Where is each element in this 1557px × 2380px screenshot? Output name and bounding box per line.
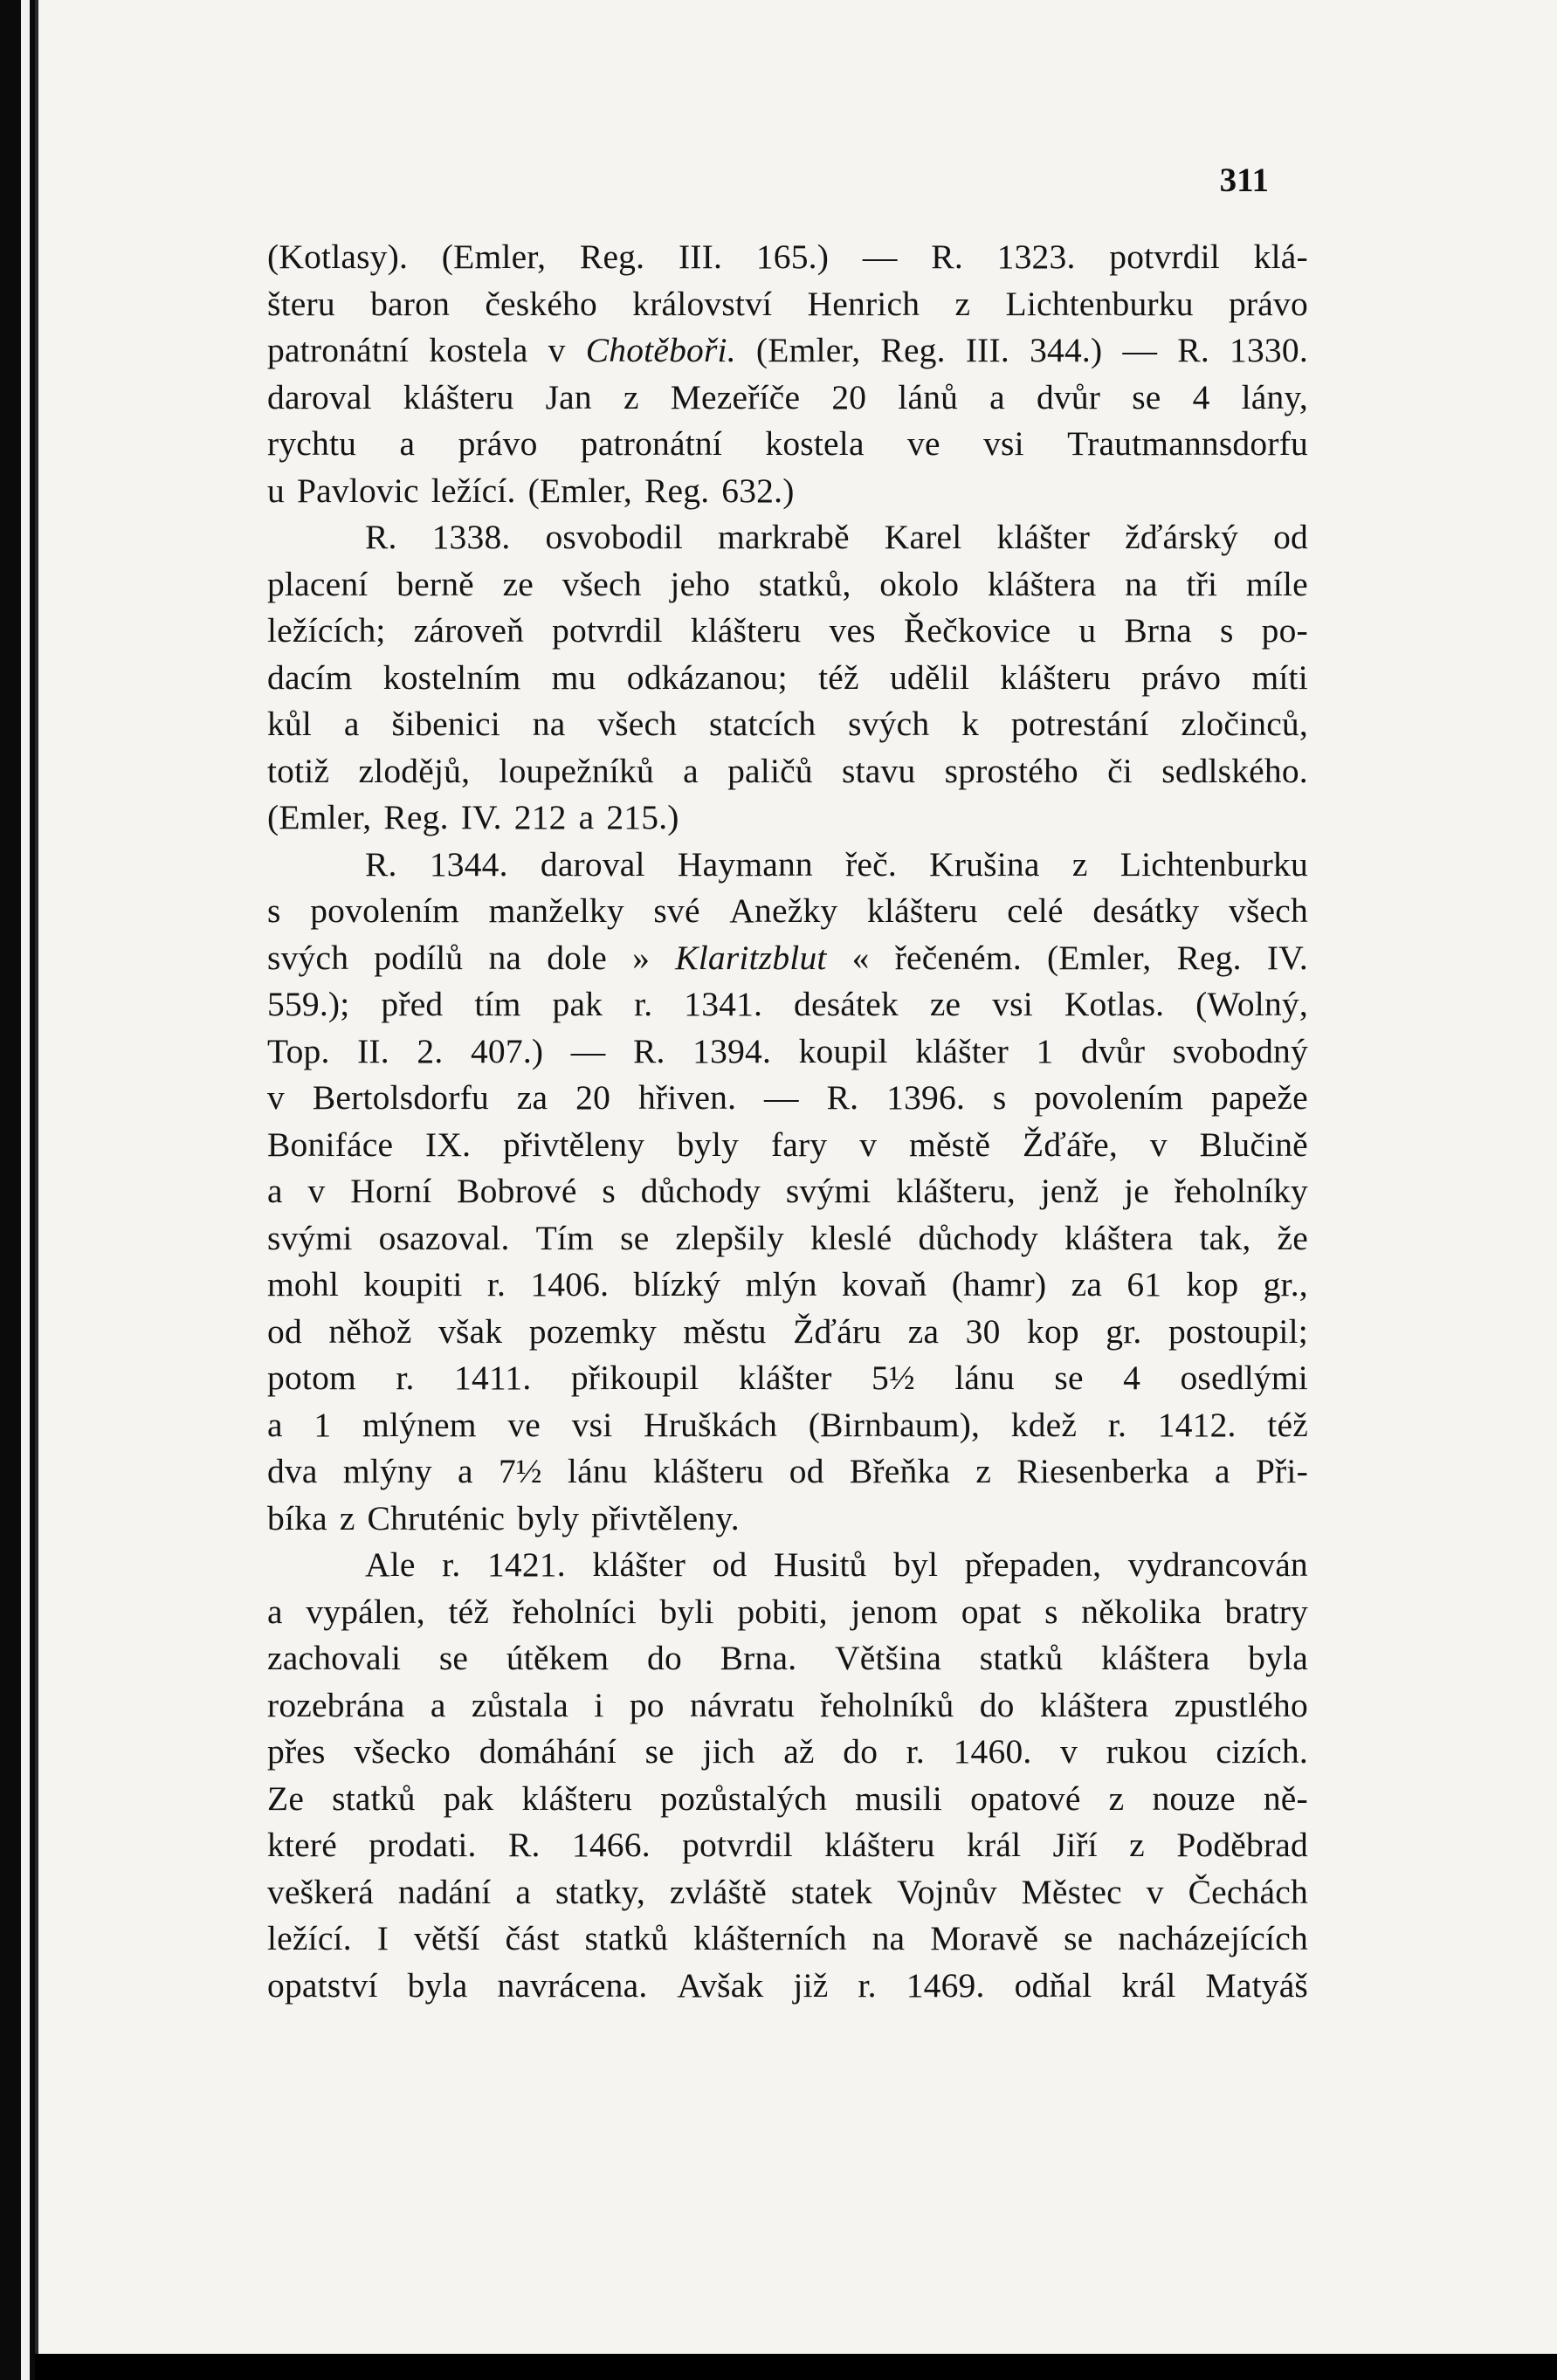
text-line: od něhož však pozemky městu Žďáru za 30 kop gr. postoupil; — [267, 1311, 1308, 1351]
text-line: které prodati. R. 1466. potvrdil klášteru král Jiří z Poděbrad — [267, 1826, 1308, 1864]
text-line: veškerá nadání a statky, zvláště statek Vojnův Městec v Čechách — [267, 1872, 1308, 1911]
text-line: R. 1338. osvobodil markrabě Karel klášter žďárský od — [365, 518, 1308, 556]
text-line: přes všecko domáhání se jich až do r. 1460. v rukou cizích. — [267, 1732, 1308, 1771]
text-line: daroval klášteru Jan z Mezeříče 20 lánů a dvůr se 4 lány, — [267, 377, 1308, 416]
text-line: bíka z Chruténic byly přivtěleny. — [267, 1498, 740, 1537]
text-line: zachovali se útěkem do Brna. Většina statků kláštera byla — [267, 1639, 1308, 1677]
text-line: Top. II. 2. 407.) — R. 1394. koupil klášter 1 dvůr svobodný — [267, 1031, 1308, 1070]
text-line: totiž zlodějů, loupežníků a paličů stavu sprostého či sedlského. — [267, 751, 1308, 790]
text-line: rychtu a právo patronátní kostela ve vsi Trautmannsdorfu — [267, 424, 1308, 463]
text-line: Ze statků pak klášteru pozůstalých musili opatové z nouze ně- — [267, 1778, 1308, 1818]
text-line: opatství byla navrácena. Avšak již r. 1469. odňal král Matyáš — [267, 1965, 1308, 2005]
scan-bottom-edge — [35, 2354, 1557, 2380]
page-number: 311 — [1219, 162, 1269, 199]
text-line: s povolením manželky své Anežky klášteru celé desátky všech — [267, 891, 1308, 930]
text-line: placení berně ze všech jeho statků, okolo kláštera na tři míle — [267, 564, 1308, 603]
text-line: (Kotlasy). (Emler, Reg. III. 165.) — R. 1323. potvrdil klá- — [267, 237, 1308, 276]
page-spine-shadow — [21, 0, 30, 2380]
text-line: dacím kostelním mu odkázanou; též udělil klášteru právo míti — [267, 657, 1308, 697]
text-line: potom r. 1411. přikoupil klášter 5½ lánu se 4 osedlými — [267, 1359, 1308, 1397]
text-line: Bonifáce IX. přivtěleny byly fary v městě Žďáře, v Blučině — [267, 1125, 1308, 1164]
text-line: patronátní kostela v Chotěboři. (Emler, Reg. III. 344.) — R. 1330. — [267, 331, 1308, 369]
text-line: a v Horní Bobrové s důchody svými klášteru, jenž je řeholníky — [267, 1172, 1308, 1210]
text-line: (Emler, Reg. IV. 212 a 215.) — [267, 798, 679, 836]
scan-left-edge — [0, 0, 35, 2380]
text-line: dva mlýny a 7½ lánu klášteru od Břeňka z Riesenberka a Při- — [267, 1452, 1308, 1490]
text-line: rozebrána a zůstala i po návratu řeholníků do kláštera zpustlého — [267, 1685, 1308, 1724]
text-line: v Bertolsdorfu za 20 hřiven. — R. 1396. s povolením papeže — [267, 1078, 1308, 1117]
text-line: u Pavlovic ležící. (Emler, Reg. 632.) — [267, 471, 795, 510]
text-line: svými osazoval. Tím se zlepšily kleslé důchody kláštera tak, že — [267, 1218, 1308, 1257]
text-line: a vypálen, též řeholníci byli pobiti, jenom opat s několika bratry — [267, 1592, 1308, 1631]
text-line: 559.); před tím pak r. 1341. desátek ze vsi Kotlas. (Wolný, — [267, 985, 1308, 1023]
text-line: a 1 mlýnem ve vsi Hruškách (Birnbaum), kdež r. 1412. též — [267, 1405, 1308, 1444]
text-line: kůl a šibenici na všech statcích svých k potrestání zločinců, — [267, 705, 1308, 743]
book-page — [35, 0, 1557, 2357]
text-line: šteru baron českého království Henrich z Lichtenburku právo — [267, 284, 1308, 323]
body-text — [267, 234, 1308, 2009]
text-line: mohl koupiti r. 1406. blízký mlýn kovaň (hamr) za 61 kop gr., — [267, 1265, 1308, 1303]
text-line: R. 1344. daroval Haymann řeč. Krušina z Lichtenburku — [365, 844, 1308, 884]
text-line: ležících; zároveň potvrdil klášteru ves Řečkovice u Brna s po- — [267, 611, 1308, 650]
text-line: Ale r. 1421. klášter od Husitů byl přepaden, vydrancován — [365, 1545, 1308, 1584]
text-line: ležící. I větší část statků klášterních na Moravě se nacházejících — [267, 1919, 1308, 1957]
page-spine-line — [35, 0, 38, 2380]
text-line: svých podílů na dole » Klaritzblut « řečeném. (Emler, Reg. IV. — [267, 938, 1308, 977]
